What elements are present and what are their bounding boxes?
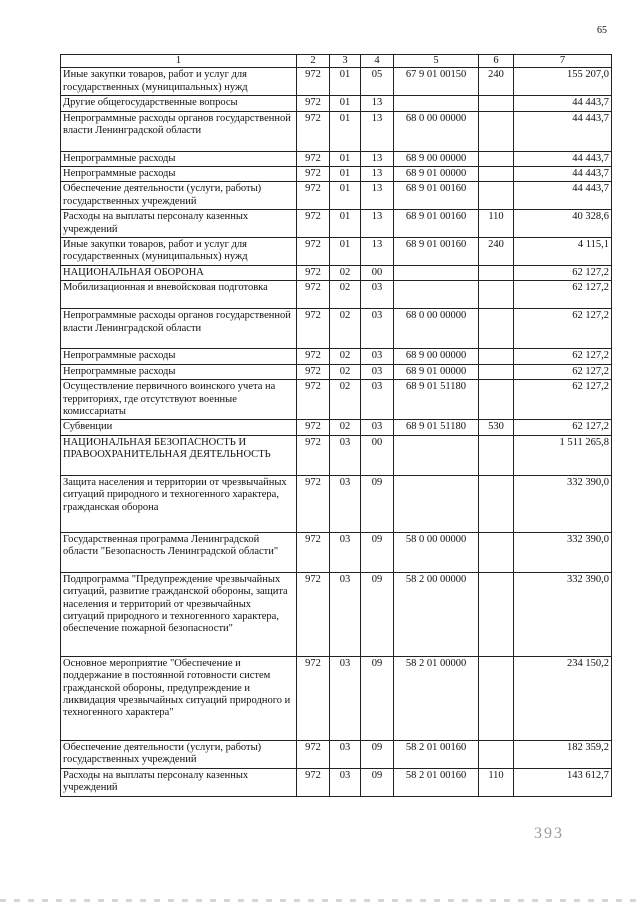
table-cell-name: Субвенции [61, 420, 297, 435]
table-cell-vr [479, 151, 514, 166]
table-cell-ved: 972 [297, 532, 330, 572]
table-cell-rz: 03 [330, 475, 361, 532]
scan-artifact-line [0, 899, 640, 902]
table-cell-csr [394, 475, 479, 532]
table-cell-pr: 03 [361, 349, 394, 364]
table-cell-rz: 03 [330, 768, 361, 796]
table-cell-sum: 155 207,0 [514, 68, 612, 96]
table-cell-rz: 01 [330, 68, 361, 96]
table-cell-ved: 972 [297, 265, 330, 280]
table-cell-name: Осуществление первичного воинского учета на территориях, где отсутствуют военные комиссариаты [61, 380, 297, 420]
table-cell-csr: 68 9 01 00000 [394, 364, 479, 379]
table-cell-ved: 972 [297, 111, 330, 151]
table-row [61, 281, 612, 309]
table-cell-sum: 143 612,7 [514, 768, 612, 796]
table-cell-csr [394, 435, 479, 475]
table-cell-name: Основное мероприятие "Обеспечение и поддержание в постоянной готовности систем гражданской обороны, предупреждение и ликвидация чрезвычайных ситуаций природного и техногенного характера" [61, 656, 297, 740]
table-cell-rz: 02 [330, 265, 361, 280]
table-cell-pr: 13 [361, 182, 394, 210]
table-cell-name: Непрограммные расходы органов государственной власти Ленинградской области [61, 309, 297, 349]
table-cell-pr: 03 [361, 309, 394, 349]
table-cell-csr: 58 2 00 00000 [394, 572, 479, 656]
table-cell-sum: 62 127,2 [514, 420, 612, 435]
header-col-5: 5 [394, 55, 479, 68]
table-cell-csr: 68 9 01 00000 [394, 167, 479, 182]
table-cell-ved: 972 [297, 281, 330, 309]
table-cell-pr: 09 [361, 656, 394, 740]
table-cell-rz: 02 [330, 281, 361, 309]
table-cell-sum: 44 443,7 [514, 111, 612, 151]
table-cell-name: Непрограммные расходы [61, 349, 297, 364]
table-cell-vr [479, 380, 514, 420]
table-cell-csr: 67 9 01 00150 [394, 68, 479, 96]
table-cell-sum: 62 127,2 [514, 309, 612, 349]
table-cell-rz: 01 [330, 238, 361, 266]
table-row [61, 265, 612, 280]
table-cell-csr [394, 265, 479, 280]
table-cell-vr: 240 [479, 238, 514, 266]
table-cell-csr: 68 9 00 00000 [394, 151, 479, 166]
table-row [61, 111, 612, 151]
table-cell-csr: 68 9 00 00000 [394, 349, 479, 364]
table-cell-ved: 972 [297, 420, 330, 435]
header-col-7: 7 [514, 55, 612, 68]
table-cell-sum: 44 443,7 [514, 167, 612, 182]
header-col-1: 1 [61, 55, 297, 68]
table-cell-pr: 13 [361, 111, 394, 151]
table-cell-vr: 110 [479, 768, 514, 796]
table-cell-vr [479, 532, 514, 572]
table-cell-vr [479, 572, 514, 656]
table-cell-rz: 01 [330, 111, 361, 151]
table-cell-sum: 62 127,2 [514, 380, 612, 420]
table-row [61, 740, 612, 768]
table-cell-name: Расходы на выплаты персоналу казенных учреждений [61, 210, 297, 238]
table-cell-pr: 00 [361, 265, 394, 280]
table-cell-ved: 972 [297, 380, 330, 420]
table-cell-csr: 68 9 01 00160 [394, 210, 479, 238]
table-cell-name: Подпрограмма "Предупреждение чрезвычайных ситуаций, развитие гражданской обороны, защита населения и территорий от чрезвычайных ситуаций природного и техногенного характера, обеспечение пожарной безопасности" [61, 572, 297, 656]
table-row [61, 167, 612, 182]
table-cell-ved: 972 [297, 349, 330, 364]
table-cell-rz: 03 [330, 435, 361, 475]
table-cell-csr: 58 2 01 00160 [394, 768, 479, 796]
table-cell-rz: 03 [330, 656, 361, 740]
table-cell-csr: 68 0 00 00000 [394, 111, 479, 151]
table-cell-pr: 03 [361, 281, 394, 309]
table-cell-sum: 44 443,7 [514, 96, 612, 111]
table-row [61, 309, 612, 349]
table-cell-csr: 58 0 00 00000 [394, 532, 479, 572]
table-cell-ved: 972 [297, 740, 330, 768]
table-cell-csr [394, 281, 479, 309]
table-cell-name: Иные закупки товаров, работ и услуг для государственных (муниципальных) нужд [61, 68, 297, 96]
table-cell-csr: 68 9 01 51180 [394, 420, 479, 435]
table-cell-name: Непрограммные расходы [61, 151, 297, 166]
table-cell-pr: 09 [361, 532, 394, 572]
table-cell-csr: 68 9 01 00160 [394, 182, 479, 210]
table-cell-rz: 02 [330, 309, 361, 349]
table-cell-rz: 03 [330, 572, 361, 656]
table-cell-sum: 44 443,7 [514, 182, 612, 210]
table-row [61, 572, 612, 656]
table-row [61, 349, 612, 364]
table-cell-ved: 972 [297, 475, 330, 532]
table-cell-ved: 972 [297, 182, 330, 210]
table-cell-pr: 13 [361, 238, 394, 266]
table-cell-vr [479, 281, 514, 309]
table-cell-vr: 240 [479, 68, 514, 96]
table-cell-rz: 02 [330, 349, 361, 364]
table-cell-sum: 62 127,2 [514, 265, 612, 280]
budget-table [60, 54, 612, 797]
table-cell-sum: 62 127,2 [514, 364, 612, 379]
table-cell-csr: 68 9 01 51180 [394, 380, 479, 420]
table-cell-pr: 09 [361, 572, 394, 656]
table-row [61, 532, 612, 572]
table-cell-pr: 03 [361, 380, 394, 420]
table-row [61, 475, 612, 532]
table-row [61, 656, 612, 740]
table-row [61, 435, 612, 475]
table-cell-pr: 09 [361, 475, 394, 532]
table-cell-vr [479, 111, 514, 151]
table-cell-ved: 972 [297, 210, 330, 238]
table-row [61, 68, 612, 96]
table-cell-csr: 68 9 01 00160 [394, 238, 479, 266]
table-cell-rz: 02 [330, 420, 361, 435]
page-number: 65 [597, 25, 607, 36]
table-cell-ved: 972 [297, 151, 330, 166]
table-row [61, 238, 612, 266]
table-cell-name: Расходы на выплаты персоналу казенных учреждений [61, 768, 297, 796]
table-cell-vr [479, 740, 514, 768]
table-cell-name: Мобилизационная и вневойсковая подготовка [61, 281, 297, 309]
header-col-3: 3 [330, 55, 361, 68]
table-cell-sum: 234 150,2 [514, 656, 612, 740]
table-cell-ved: 972 [297, 96, 330, 111]
table-cell-pr: 09 [361, 740, 394, 768]
table-cell-pr: 09 [361, 768, 394, 796]
table-cell-csr: 58 2 01 00000 [394, 656, 479, 740]
table-cell-sum: 62 127,2 [514, 349, 612, 364]
table-cell-rz: 01 [330, 151, 361, 166]
table-cell-rz: 02 [330, 380, 361, 420]
table-cell-sum: 4 115,1 [514, 238, 612, 266]
table-cell-vr [479, 265, 514, 280]
table-cell-sum: 332 390,0 [514, 572, 612, 656]
table-cell-vr: 530 [479, 420, 514, 435]
page-stamp: 393 [534, 825, 564, 842]
table-cell-rz: 01 [330, 210, 361, 238]
table-row [61, 151, 612, 166]
table-cell-vr [479, 167, 514, 182]
table-cell-csr: 68 0 00 00000 [394, 309, 479, 349]
header-col-2: 2 [297, 55, 330, 68]
table-cell-name: Защита населения и территории от чрезвычайных ситуаций природного и техногенного характера, гражданская оборона [61, 475, 297, 532]
table-cell-vr [479, 309, 514, 349]
table-cell-name: Непрограммные расходы [61, 167, 297, 182]
table-cell-name: Непрограммные расходы органов государственной власти Ленинградской области [61, 111, 297, 151]
table-cell-rz: 03 [330, 740, 361, 768]
table-cell-vr [479, 656, 514, 740]
table-cell-name: Непрограммные расходы [61, 364, 297, 379]
table-cell-rz: 01 [330, 167, 361, 182]
header-col-6: 6 [479, 55, 514, 68]
table-cell-vr [479, 96, 514, 111]
table-cell-rz: 03 [330, 532, 361, 572]
table-cell-ved: 972 [297, 768, 330, 796]
table-cell-ved: 972 [297, 68, 330, 96]
table-cell-sum: 332 390,0 [514, 475, 612, 532]
table-cell-name: Обеспечение деятельности (услуги, работы) государственных учреждений [61, 740, 297, 768]
table-row [61, 210, 612, 238]
header-col-4: 4 [361, 55, 394, 68]
table-cell-pr: 00 [361, 435, 394, 475]
table-cell-ved: 972 [297, 167, 330, 182]
table-cell-vr [479, 349, 514, 364]
table-cell-pr: 13 [361, 151, 394, 166]
table-cell-pr: 05 [361, 68, 394, 96]
table-cell-sum: 182 359,2 [514, 740, 612, 768]
table-cell-sum: 40 328,6 [514, 210, 612, 238]
table-cell-ved: 972 [297, 435, 330, 475]
table-cell-vr [479, 182, 514, 210]
table-cell-sum: 1 511 265,8 [514, 435, 612, 475]
table-row [61, 768, 612, 796]
table-cell-ved: 972 [297, 309, 330, 349]
table-cell-rz: 02 [330, 364, 361, 379]
table-cell-ved: 972 [297, 238, 330, 266]
table-cell-pr: 03 [361, 420, 394, 435]
table-cell-csr: 58 2 01 00160 [394, 740, 479, 768]
table-cell-ved: 972 [297, 572, 330, 656]
table-cell-ved: 972 [297, 364, 330, 379]
table-cell-name: НАЦИОНАЛЬНАЯ БЕЗОПАСНОСТЬ И ПРАВООХРАНИТЕЛЬНАЯ ДЕЯТЕЛЬНОСТЬ [61, 435, 297, 475]
table-cell-csr [394, 96, 479, 111]
table-cell-name: Другие общегосударственные вопросы [61, 96, 297, 111]
table-row [61, 420, 612, 435]
table-cell-vr [479, 364, 514, 379]
table-row [61, 364, 612, 379]
table-cell-sum: 332 390,0 [514, 532, 612, 572]
table-cell-pr: 13 [361, 210, 394, 238]
table-cell-vr: 110 [479, 210, 514, 238]
table-cell-rz: 01 [330, 96, 361, 111]
table-cell-sum: 44 443,7 [514, 151, 612, 166]
table-cell-pr: 03 [361, 364, 394, 379]
header-row [61, 55, 612, 68]
table-cell-ved: 972 [297, 656, 330, 740]
table-cell-pr: 13 [361, 96, 394, 111]
table-cell-name: Иные закупки товаров, работ и услуг для государственных (муниципальных) нужд [61, 238, 297, 266]
table-row [61, 96, 612, 111]
table-row [61, 380, 612, 420]
table-cell-sum: 62 127,2 [514, 281, 612, 309]
table-cell-pr: 13 [361, 167, 394, 182]
table-cell-name: НАЦИОНАЛЬНАЯ ОБОРОНА [61, 265, 297, 280]
table-row [61, 182, 612, 210]
table-cell-name: Обеспечение деятельности (услуги, работы) государственных учреждений [61, 182, 297, 210]
table-cell-rz: 01 [330, 182, 361, 210]
table-cell-vr [479, 435, 514, 475]
table-cell-name: Государственная программа Ленинградской области "Безопасность Ленинградской области" [61, 532, 297, 572]
table-cell-vr [479, 475, 514, 532]
